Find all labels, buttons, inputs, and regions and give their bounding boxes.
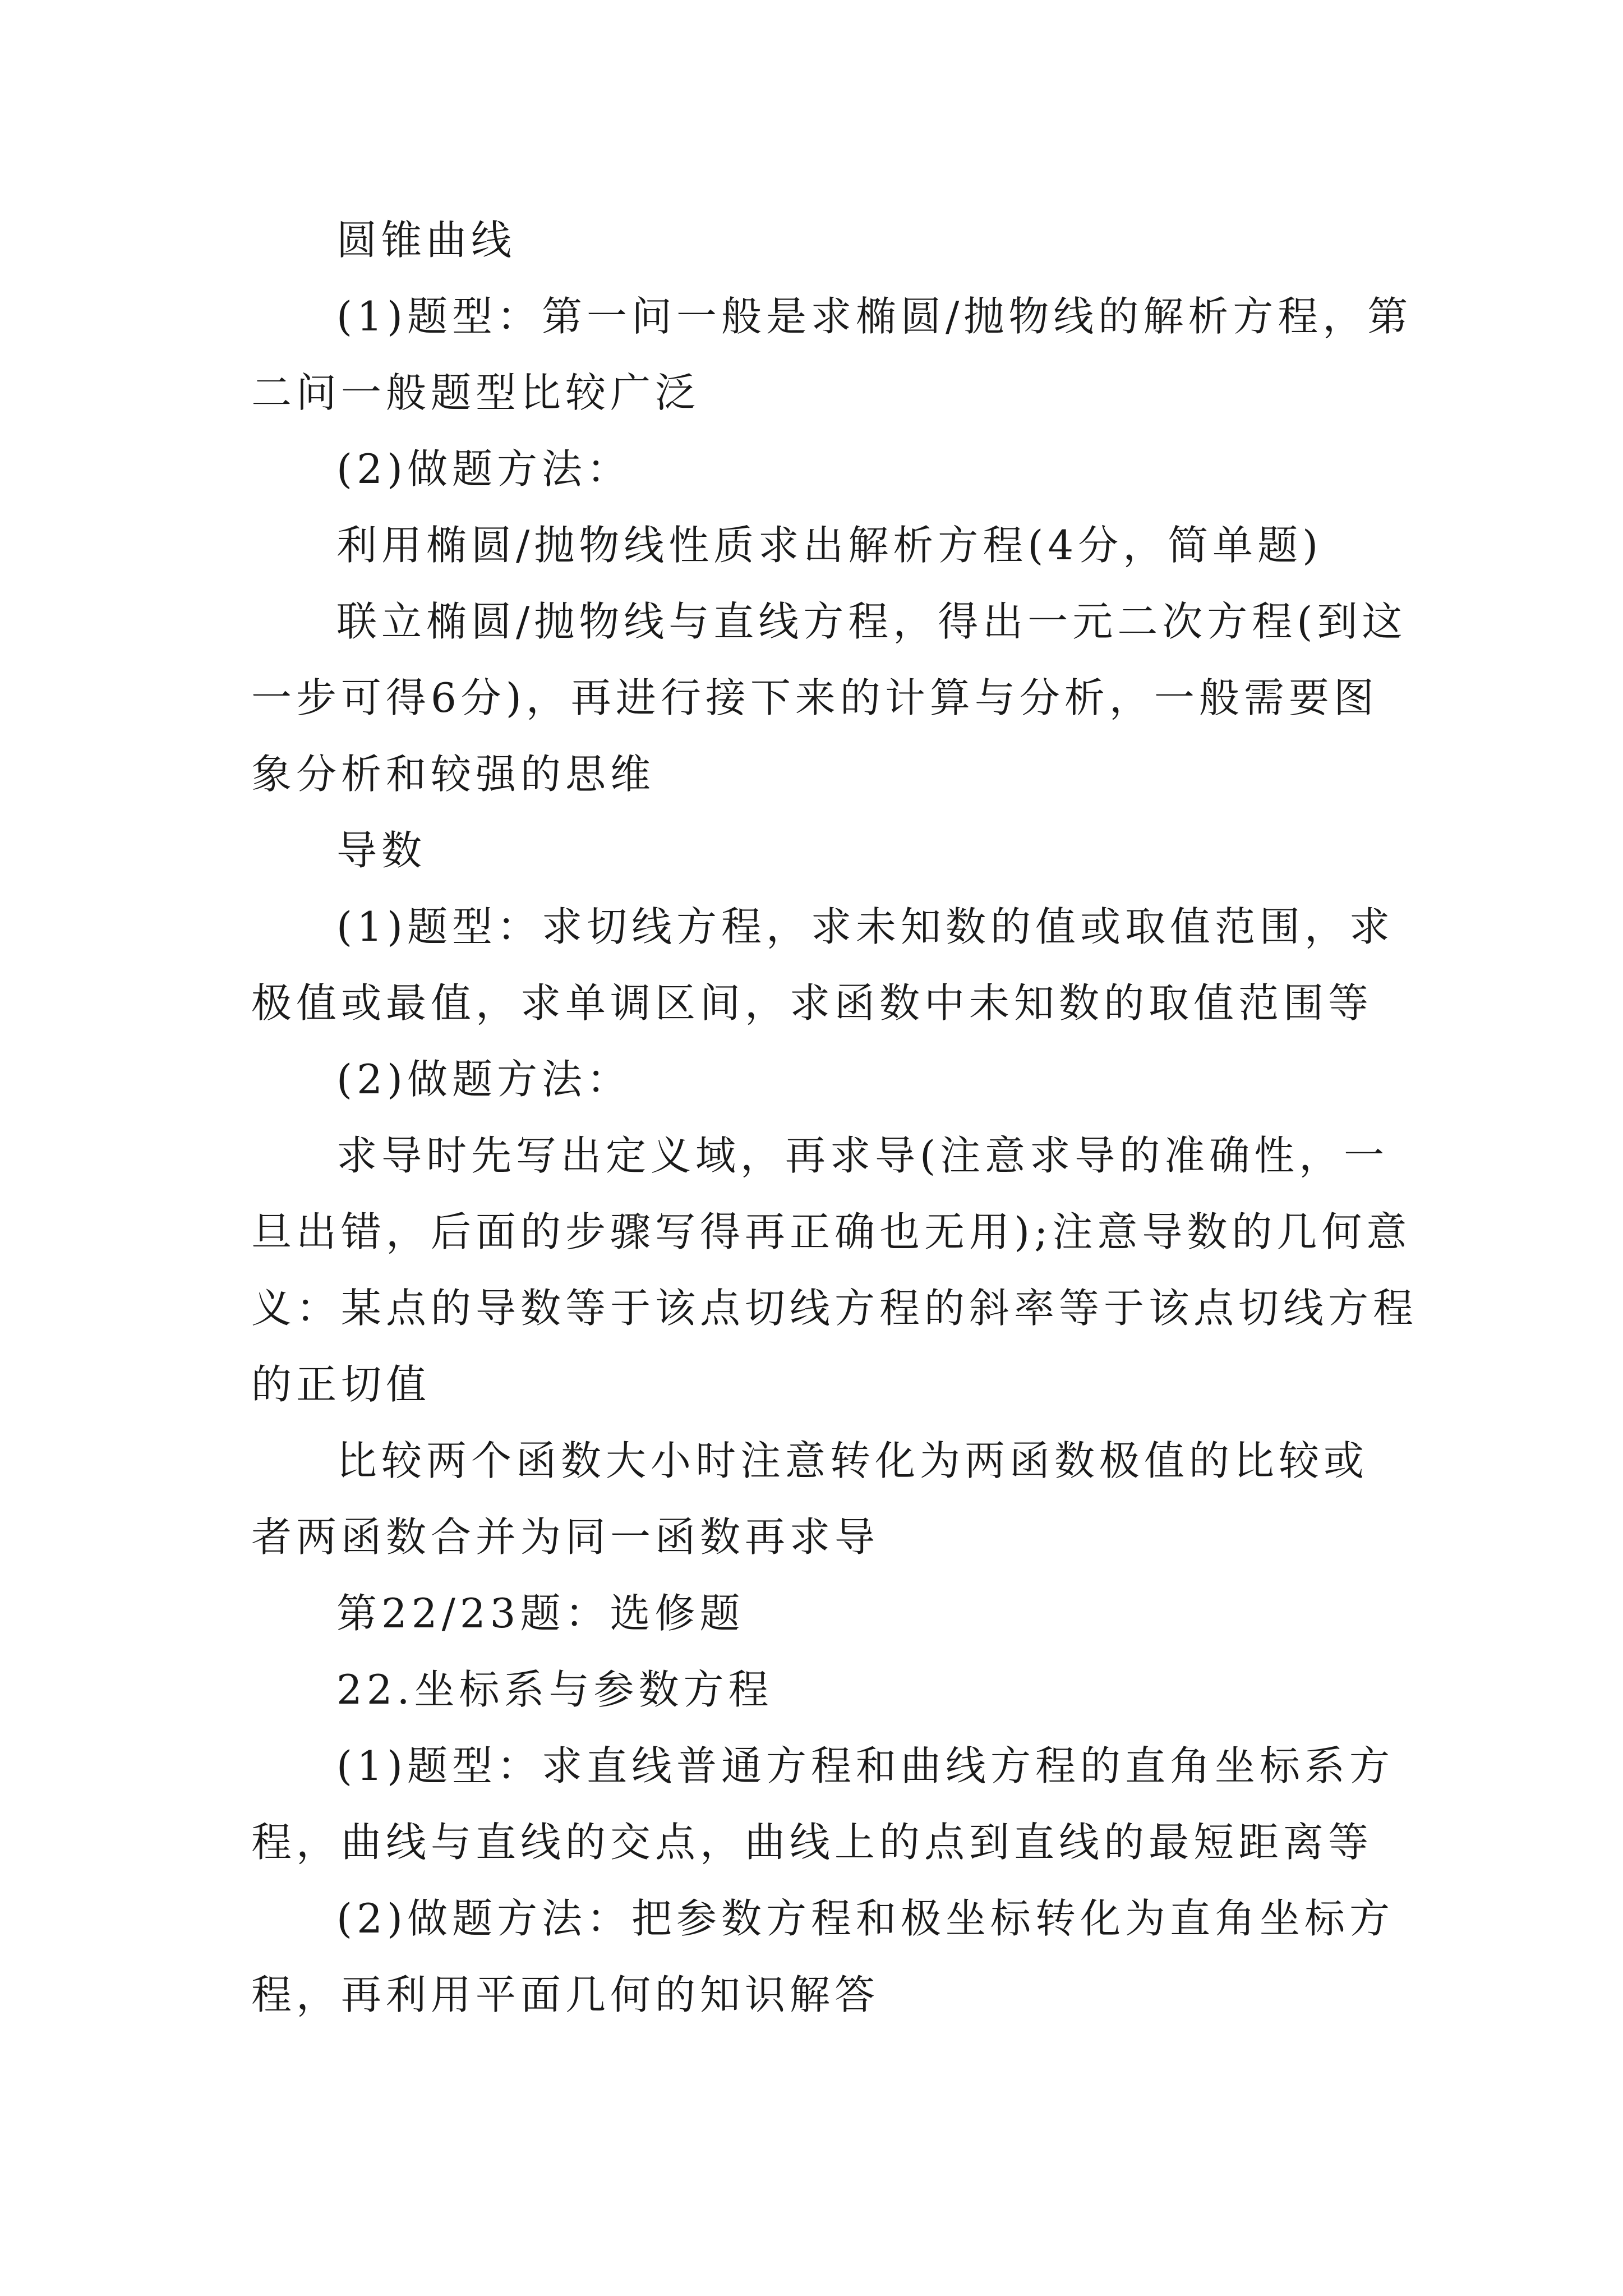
text-line: 者两函数合并为同一函数再求导	[251, 1513, 880, 1561]
text-line: (2)做题方法：把参数方程和极坐标转化为直角坐标方	[336, 1895, 1394, 1942]
text-line: 的正切值	[251, 1361, 431, 1408]
text-line: 旦出错，后面的步骤写得再正确也无用);注意导数的几何意	[251, 1208, 1412, 1255]
text-line: (1)题型：求直线普通方程和曲线方程的直角坐标系方	[336, 1742, 1394, 1789]
text-line: 象分析和较强的思维	[251, 751, 656, 798]
text-line: 利用椭圆/抛物线性质求出解析方程(4分，简单题)	[336, 522, 1323, 569]
text-line: 程，曲线与直线的交点，曲线上的点到直线的最短距离等	[251, 1819, 1373, 1866]
text-line: (2)做题方法：	[336, 445, 631, 493]
text-line: 极值或最值，求单调区间，求函数中未知数的取值范围等	[251, 979, 1373, 1027]
text-line: 联立椭圆/抛物线与直线方程，得出一元二次方程(到这	[336, 598, 1407, 645]
text-line: 比较两个函数大小时注意转化为两函数极值的比较或	[336, 1437, 1369, 1484]
text-line: 程，再利用平面几何的知识解答	[251, 1971, 880, 2018]
text-line: 求导时先写出定义域，再求导(注意求导的准确性，一	[336, 1132, 1389, 1179]
text-line: (1)题型：第一问一般是求椭圆/抛物线的解析方程，第	[336, 293, 1413, 340]
heading-coordinate-system: 22.坐标系与参数方程	[336, 1666, 773, 1713]
text-line: 一步可得6分)，再进行接下来的计算与分析，一般需要图	[251, 674, 1378, 721]
text-block	[251, 202, 1418, 2033]
heading-conic: 圆锥曲线	[336, 217, 517, 264]
text-line: 义：某点的导数等于该点切线方程的斜率等于该点切线方程	[251, 1285, 1418, 1332]
document-body	[251, 202, 1418, 2033]
text-line: 二问一般题型比较广泛	[251, 369, 700, 416]
heading-derivative: 导数	[336, 827, 427, 874]
text-line: (2)做题方法：	[336, 1056, 631, 1103]
text-line: (1)题型：求切线方程，求未知数的值或取值范围，求	[336, 903, 1394, 950]
heading-elective: 第22/23题：选修题	[336, 1590, 745, 1637]
